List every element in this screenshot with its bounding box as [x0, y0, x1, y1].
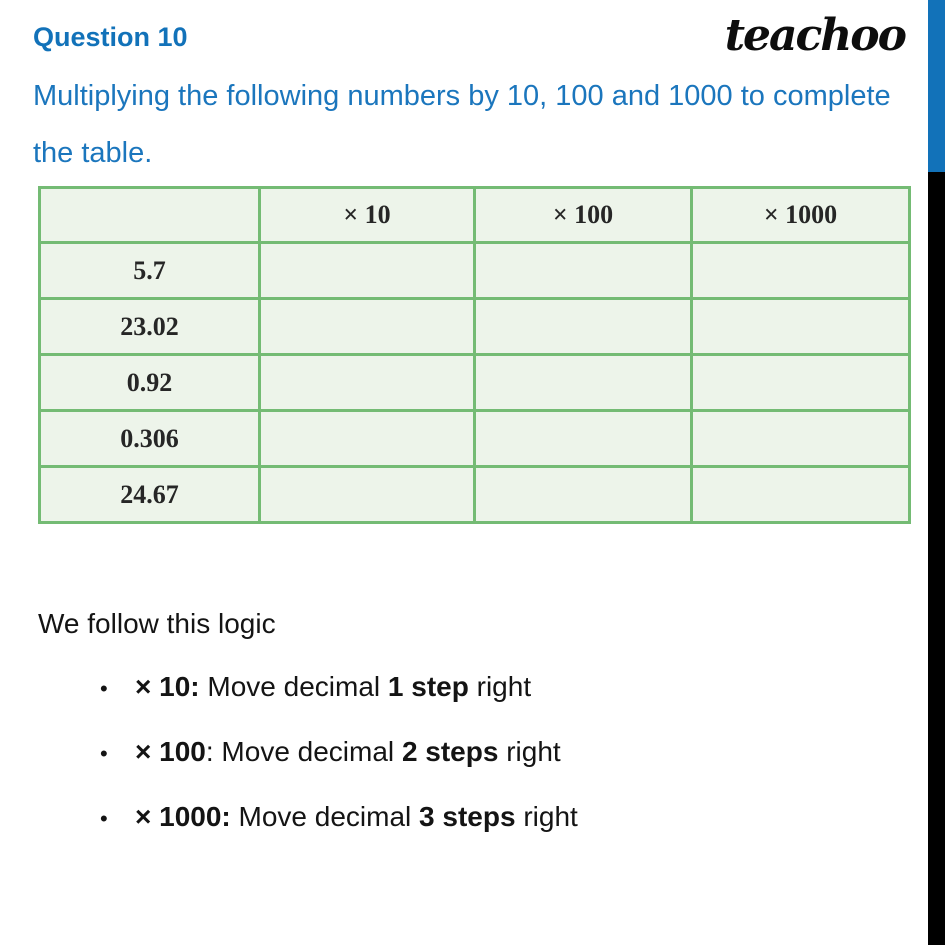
table-row	[40, 355, 910, 411]
header-cell-blank	[40, 188, 260, 243]
logic-bullet-x1000	[100, 801, 578, 833]
bullet-bold-prefix: × 10:	[135, 671, 200, 702]
bullet-text: Move decimal	[230, 801, 420, 832]
header-cell-x1000: × 1000	[692, 188, 910, 243]
logic-bullet-x100	[100, 736, 578, 768]
cell-x1000	[692, 299, 910, 355]
right-edge-blue-bar	[928, 0, 945, 172]
right-edge-black-bar	[928, 172, 945, 945]
bullet-text-suffix: right	[498, 736, 561, 767]
cell-x10	[260, 299, 475, 355]
cell-x100	[475, 355, 692, 411]
logic-bullet-list	[100, 671, 578, 866]
cell-x1000	[692, 243, 910, 299]
cell-x10	[260, 355, 475, 411]
cell-x100	[475, 411, 692, 467]
question-text-line-1: Multiplying the following numbers by 10, 100 and 1000 to complete	[33, 80, 891, 112]
row-label: 23.02	[40, 299, 260, 355]
bullet-text-suffix: right	[515, 801, 578, 832]
cell-x10	[260, 467, 475, 523]
row-label: 0.306	[40, 411, 260, 467]
logic-intro-text: We follow this logic	[38, 608, 276, 639]
cell-x1000	[692, 411, 910, 467]
header-cell-x100: × 100	[475, 188, 692, 243]
row-label: 5.7	[40, 243, 260, 299]
table-header-row	[40, 188, 910, 243]
bullet-bold-steps: 1 step	[387, 671, 469, 702]
cell-x100	[475, 467, 692, 523]
row-label: 24.67	[40, 467, 260, 523]
bullet-dot-icon: •	[100, 676, 108, 701]
bullet-dot-icon: •	[100, 741, 108, 766]
table-row	[40, 467, 910, 523]
logic-bullet-x10	[100, 671, 578, 703]
bullet-text-suffix: right	[468, 671, 532, 702]
bullet-bold-steps: 2 steps	[401, 736, 499, 767]
cell-x100	[475, 299, 692, 355]
table-row	[40, 299, 910, 355]
bullet-text: Move decimal	[199, 671, 388, 702]
cell-x1000	[692, 355, 910, 411]
cell-x1000	[692, 467, 910, 523]
bullet-dot-icon: •	[100, 806, 108, 831]
bullet-bold-prefix: × 100	[135, 736, 206, 767]
table-row	[40, 411, 910, 467]
bullet-bold-prefix: × 1000:	[135, 801, 231, 832]
table-row	[40, 243, 910, 299]
header-cell-x10: × 10	[260, 188, 475, 243]
question-title: Question 10	[33, 22, 188, 52]
cell-x100	[475, 243, 692, 299]
row-label: 0.92	[40, 355, 260, 411]
cell-x10	[260, 243, 475, 299]
multiplication-table	[38, 186, 911, 524]
bullet-text: : Move decimal	[205, 736, 402, 767]
bullet-bold-steps: 3 steps	[419, 801, 516, 832]
teachoo-logo: teachoo	[724, 10, 905, 61]
cell-x10	[260, 411, 475, 467]
question-text-line-2: the table.	[33, 137, 153, 169]
